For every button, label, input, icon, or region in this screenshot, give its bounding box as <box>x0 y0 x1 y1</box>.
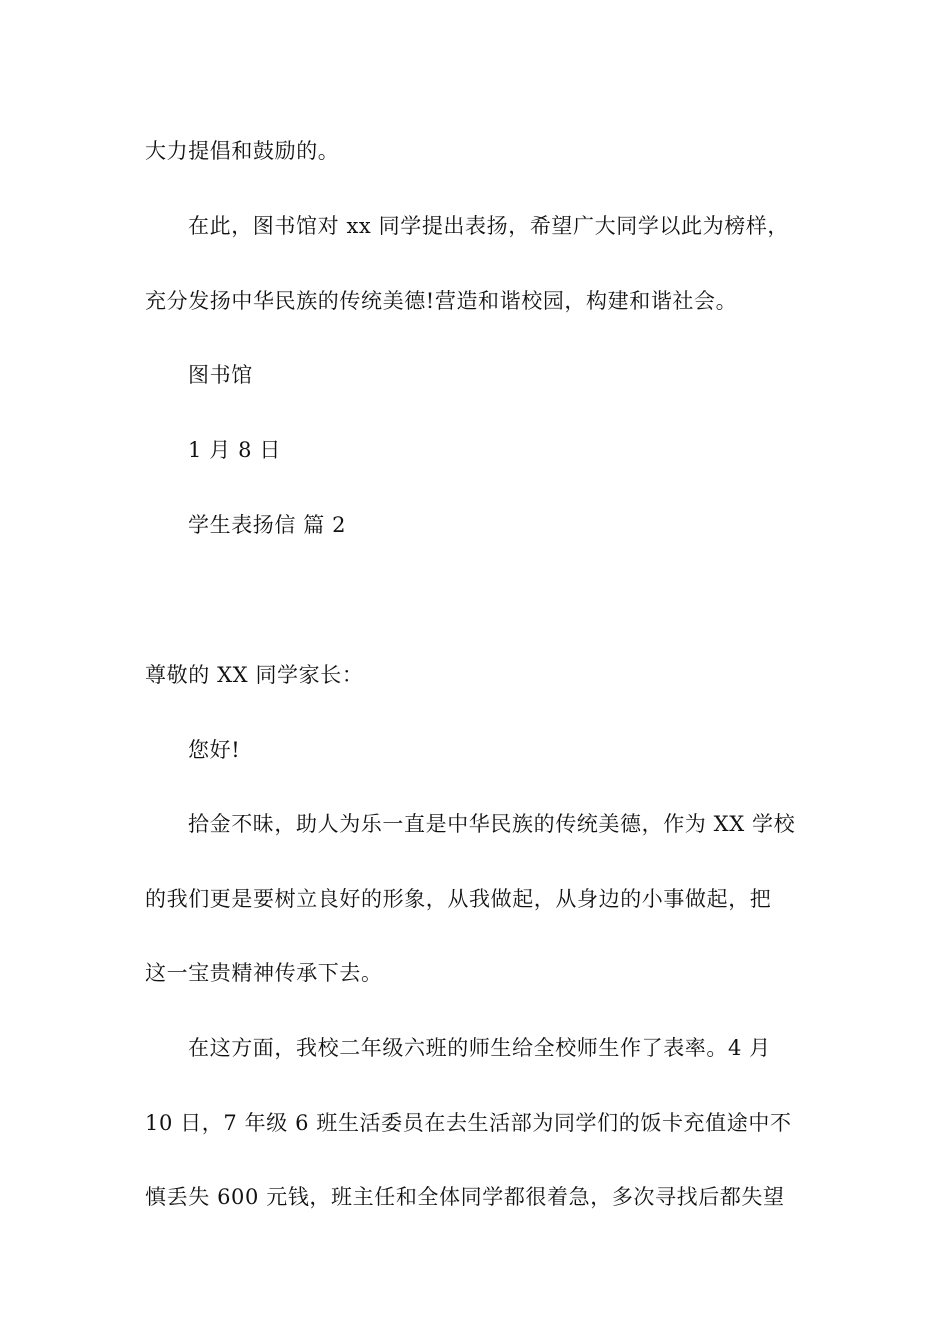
paragraph-line: 这一宝贵精神传承下去。 <box>145 961 383 985</box>
greeting: 您好! <box>188 738 241 762</box>
paragraph-line: 10 日，7 年级 6 班生活委员在去生活部为同学们的饭卡充值途中不 <box>145 1111 792 1135</box>
paragraph-line: 在这方面，我校二年级六班的师生给全校师生作了表率。4 月 <box>188 1036 771 1060</box>
section-heading: 学生表扬信 篇 2 <box>188 513 347 537</box>
paragraph-line: 大力提倡和鼓励的。 <box>145 139 340 163</box>
signature-date: 1 月 8 日 <box>188 438 281 462</box>
paragraph-line: 充分发扬中华民族的传统美德!营造和谐校园，构建和谐社会。 <box>145 289 738 313</box>
salutation: 尊敬的 XX 同学家长： <box>145 663 364 687</box>
paragraph-line: 在此，图书馆对 xx 同学提出表扬，希望广大同学以此为榜样， <box>188 214 790 238</box>
signature-library: 图书馆 <box>188 363 253 387</box>
paragraph-line: 慎丢失 600 元钱，班主任和全体同学都很着急，多次寻找后都失望 <box>145 1185 785 1209</box>
paragraph-line: 拾金不昧，助人为乐一直是中华民族的传统美德，作为 XX 学校 <box>188 812 796 836</box>
paragraph-line: 的我们更是要树立良好的形象，从我做起，从身边的小事做起，把 <box>145 887 772 911</box>
